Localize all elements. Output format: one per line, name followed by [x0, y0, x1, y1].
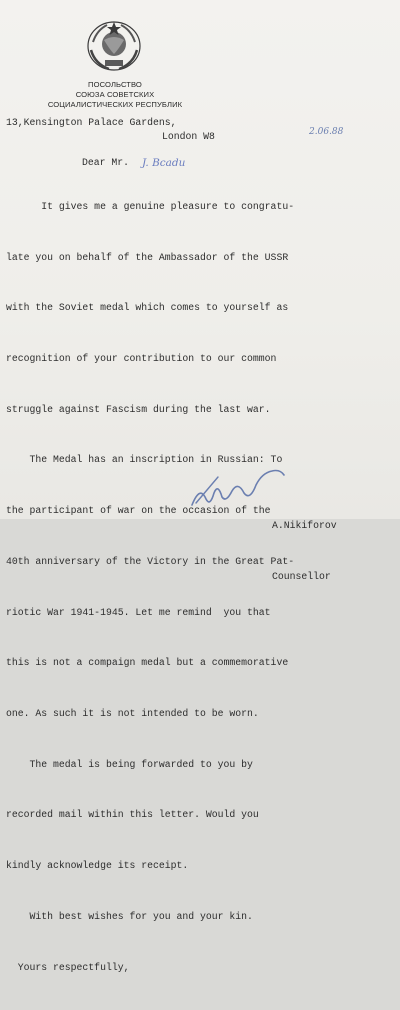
body-line: The Medal has an inscription in Russian: To	[6, 454, 283, 466]
salutation-name: J. Bcadu	[142, 157, 186, 169]
embassy-letterhead	[30, 80, 200, 110]
address-street: 13,Kensington Palace Gardens,	[6, 117, 177, 128]
body-line: one. As such it is not intended to be worn.	[6, 708, 259, 719]
body-line: Yours respectfully,	[6, 961, 130, 973]
handwritten-date: 2.06.88	[309, 127, 344, 137]
salutation-prefix: Dear Mr.	[82, 157, 130, 168]
body-line: It gives me a genuine pleasure to congratu-	[6, 200, 295, 212]
signature-block	[272, 483, 337, 619]
address-city: London W8	[162, 131, 215, 142]
letterhead-line-1: ПОСОЛЬСТВО	[88, 80, 142, 89]
body-line: late you on behalf of the Ambassador of the USSR	[6, 251, 289, 263]
body-line: this is not a compaign medal but a commemorative	[6, 657, 289, 669]
signatory-title: Counsellor	[272, 571, 331, 582]
body-line: with the Soviet medal which comes to yourself as	[6, 302, 289, 314]
letterhead-line-2: СОЮЗА СОВЕТСКИХ	[75, 90, 155, 99]
body-line: the participant of war on the occasion of the	[6, 505, 271, 517]
letterhead-line-3: СОЦИАЛИСТИЧЕСКИХ РЕСПУБЛИК	[47, 100, 183, 109]
body-line: With best wishes for you and your kin.	[6, 910, 253, 922]
ussr-emblem-icon	[85, 20, 143, 72]
body-line: recorded mail within this letter. Would you	[6, 809, 259, 821]
body-line: riotic War 1941-1945. Let me remind you that	[6, 606, 271, 618]
letter-body	[6, 165, 294, 1010]
body-line: recognition of your contribution to our common	[6, 352, 277, 364]
body-line: kindly acknowledge its receipt.	[6, 860, 189, 872]
body-line: struggle against Fascism during the last war.	[6, 403, 271, 415]
signatory-name: A.Nikiforov	[272, 520, 337, 531]
body-line: The medal is being forwarded to you by	[6, 758, 253, 770]
body-line: 40th anniversary of the Victory in the Great Pat-	[6, 555, 295, 567]
